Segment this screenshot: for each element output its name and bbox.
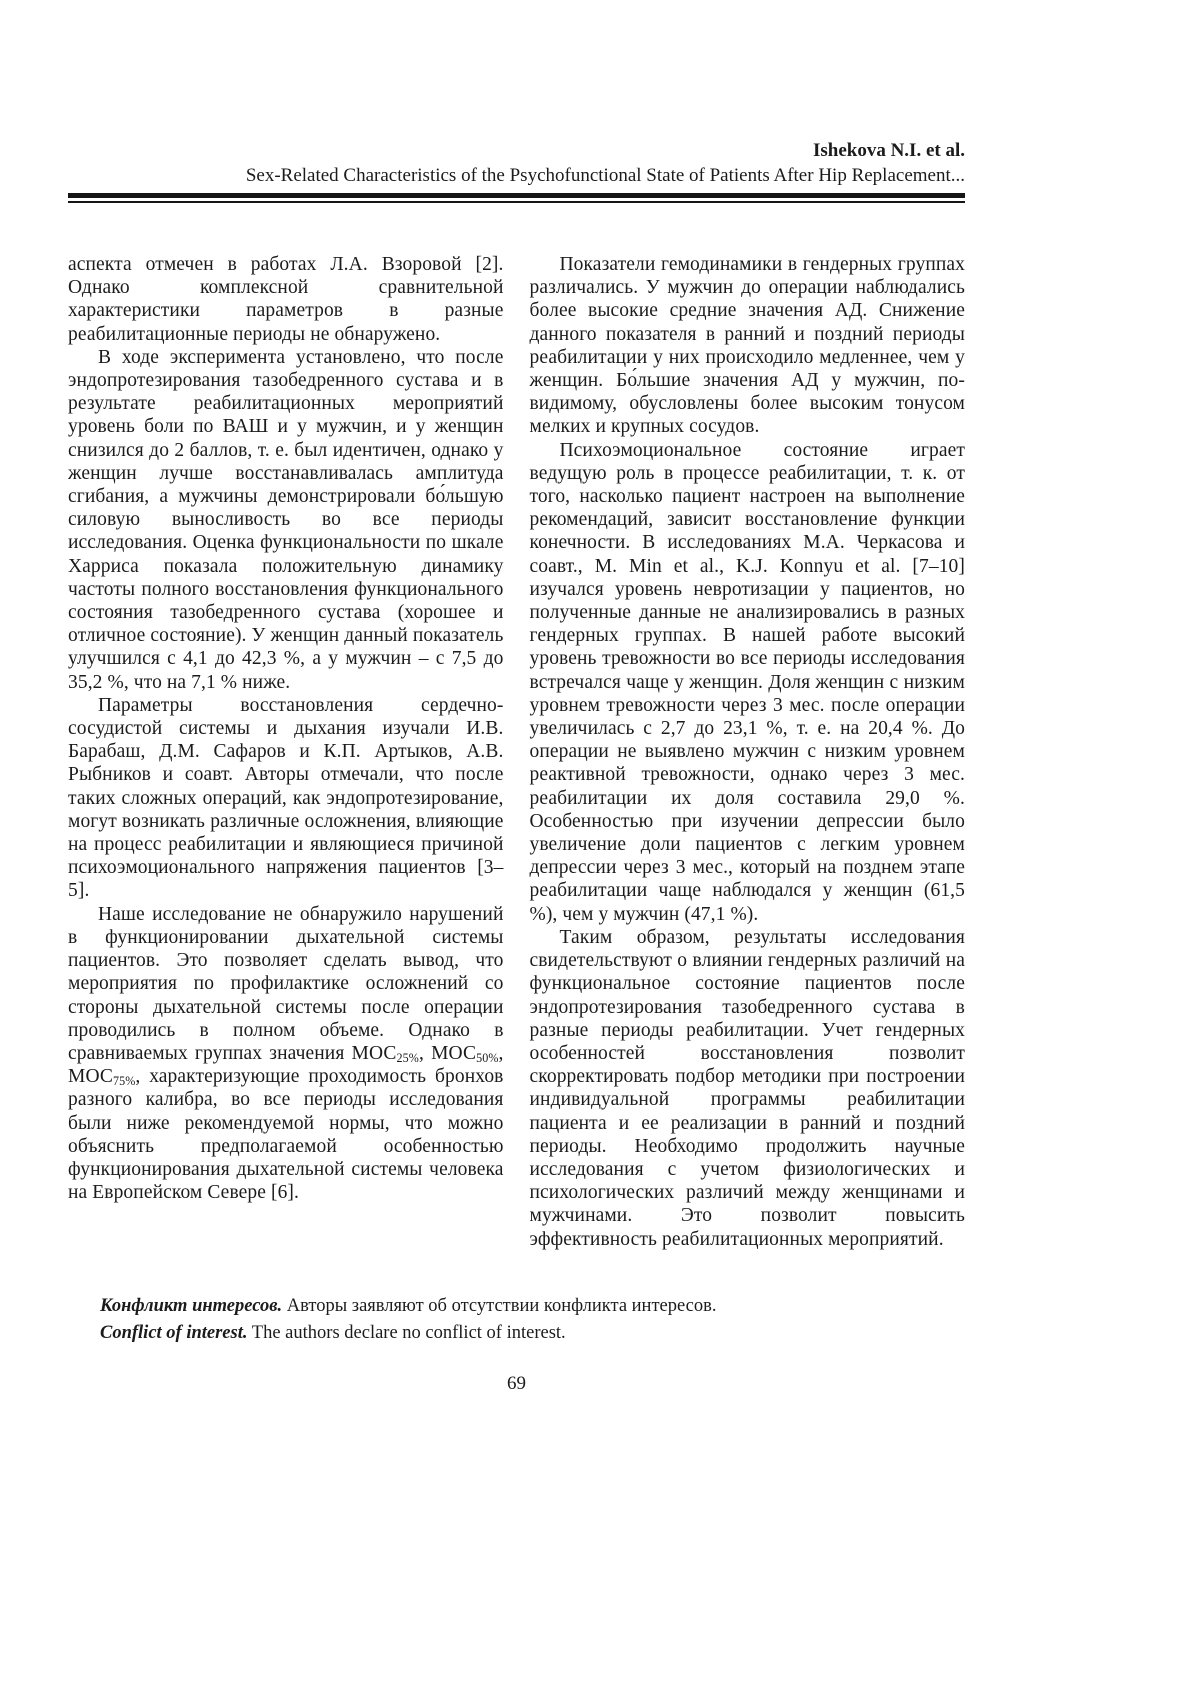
conflict-note-ru-lead: Конфликт интересов. — [100, 1295, 283, 1316]
subscript-text: 75% — [112, 1074, 136, 1089]
paragraph-text: Параметры восстановления сердечно-сосудистой системы и дыхания изучали И.В. Барабаш, Д.М. Сафаров и К.П. Артыков, А.В. Рыбников и соавт. Авторы отмечали, что после таких сложных операций, как эндопротезирование, могут возникать различные осложнения, влияющие на процесс реабилитации и являющиеся причиной психоэмоционального напряжения пациентов [3–5]. — [68, 694, 504, 902]
paragraph-text: , МОС — [68, 1042, 504, 1088]
subscript-text: 50% — [476, 1050, 499, 1065]
header-double-rule — [68, 193, 965, 203]
subscript-text: 25% — [396, 1050, 419, 1065]
paper-page — [68, 0, 965, 1395]
paragraph-text: Наше исследование не обнаружило нарушений в функционировании дыхательной системы пациентов. Это позволяет сделать вывод, что мероприятия по профилактике осложнений со стороны дыхательной системы после операции проводились в полном объеме. Однако в сравниваемых группах значения МОС — [68, 903, 504, 1064]
paragraph-text: Психоэмоциональное состояние играет ведущую роль в процессе реабилитации, т. к. от того, насколько пациент настроен на выполнение рекомендаций, зависит восстановление функции конечности. В исследованиях М.А. Черкасова и соавт., M. Min et al., K.J. Konnyu et al. [7–10] изучался уровень невротизации у пациентов, но полученные данные не анализировались в разных гендерных группах. В нашей работе высокий уровень тревожности во все периоды исследования встречался чаще у женщин. Доля женщин с низким уровнем тревожности через 3 мес. после операции увеличилась с 2,7 до 23,1 %, т. е. на 20,4 %. До операции не выявлено мужчин с низким уровнем реактивной тревожности, однако через 3 мес. реабилитации их доля составила 29,0 %. Особенностью при изучении депрессии было увеличение доли пациентов с легким уровнем депрессии через 3 мес., который на позднем этапе реабилитации чаще наблюдался у женщин (61,5 %), чем у мужчин (47,1 %). — [529, 439, 965, 925]
paragraph — [530, 439, 966, 926]
paragraph — [68, 694, 504, 903]
conflict-of-interest-notes — [68, 1293, 965, 1347]
article-body — [68, 253, 965, 1251]
conflict-note-en-lead: Conflict of interest. — [100, 1322, 248, 1343]
conflict-note-ru — [100, 1293, 959, 1320]
paragraph — [530, 253, 966, 439]
paragraph — [68, 253, 504, 346]
running-head — [68, 138, 965, 188]
paragraph — [68, 903, 504, 1205]
paragraph — [530, 926, 966, 1251]
paragraph-text: , МОС — [418, 1042, 477, 1064]
running-head-title: Sex-Related Characteristics of the Psychofunctional State of Patients After Hip Replacement... — [245, 165, 965, 186]
conflict-note-ru-text: Авторы заявляют об отсутствии конфликта интересов. — [286, 1295, 717, 1316]
running-head-authors: Ishekova N.I. et al. — [812, 140, 965, 161]
paragraph-text: аспекта отмечен в работах Л.А. Взоровой [2]. Однако комплексной сравнительной характеристики параметров в разные реабилитационные периоды не обнаружено. — [68, 254, 504, 345]
paragraph-text: В ходе эксперимента установлено, что после эндопротезирования тазобедренного сустава и в результате реабилитационных мероприятий уровень боли по ВАШ и у мужчин, и у женщин снизился до 2 баллов, т. е. был идентичен, однако у женщин лучше восстанавливалась амплитуда сгибания, а мужчины демонстрировали бо́льшую силовую выносливость во все периоды исследования. Оценка функциональности по шкале Харриса показала положительную динамику частоты полного восстановления функционального состояния тазобедренного сустава (хорошее и отличное состояние). У женщин данный показатель улучшился с 4,1 до 42,3 %, а у мужчин – с 7,5 до 35,2 %, что на 7,1 % ниже. — [68, 346, 504, 693]
conflict-note-en-text: The authors declare no conflict of interest. — [251, 1322, 566, 1343]
column-left — [68, 253, 504, 1251]
paragraph — [68, 346, 504, 694]
paragraph-text: Таким образом, результаты исследования свидетельствуют о влиянии гендерных различий на функциональное состояние пациентов после эндопротезирования тазобедренного сустава в разные периоды реабилитации. Учет гендерных особенностей восстановления позволит скорректировать подбор методики при построении индивидуальной программы реабилитации пациента и ее реализации в ранний и поздний периоды. Необходимо продолжить научные исследования с учетом физиологических и психологических различий между женщинами и мужчинами. Это позволит повысить эффективность реабилитационных мероприятий. — [529, 926, 965, 1250]
column-right — [530, 253, 966, 1251]
paragraph-text: Показатели гемодинамики в гендерных группах различались. У мужчин до операции наблюдались более высокие средние значения АД. Снижение данного показателя в ранний и поздний периоды реабилитации у них происходило медленнее, чем у женщин. Бо́льшие значения АД у мужчин, по-видимому, обусловлены более высоким тонусом мелких и крупных сосудов. — [529, 254, 965, 438]
paragraph-text: , характеризующие проходимость бронхов разного калибра, во все периоды исследования были ниже рекомендуемой нормы, что можно объяснить предполагаемой особенностью функционирования дыхательной системы человека на Европейском Севере [6]. — [68, 1066, 504, 1204]
page-number: 69 — [507, 1372, 526, 1394]
conflict-note-en — [100, 1320, 959, 1347]
